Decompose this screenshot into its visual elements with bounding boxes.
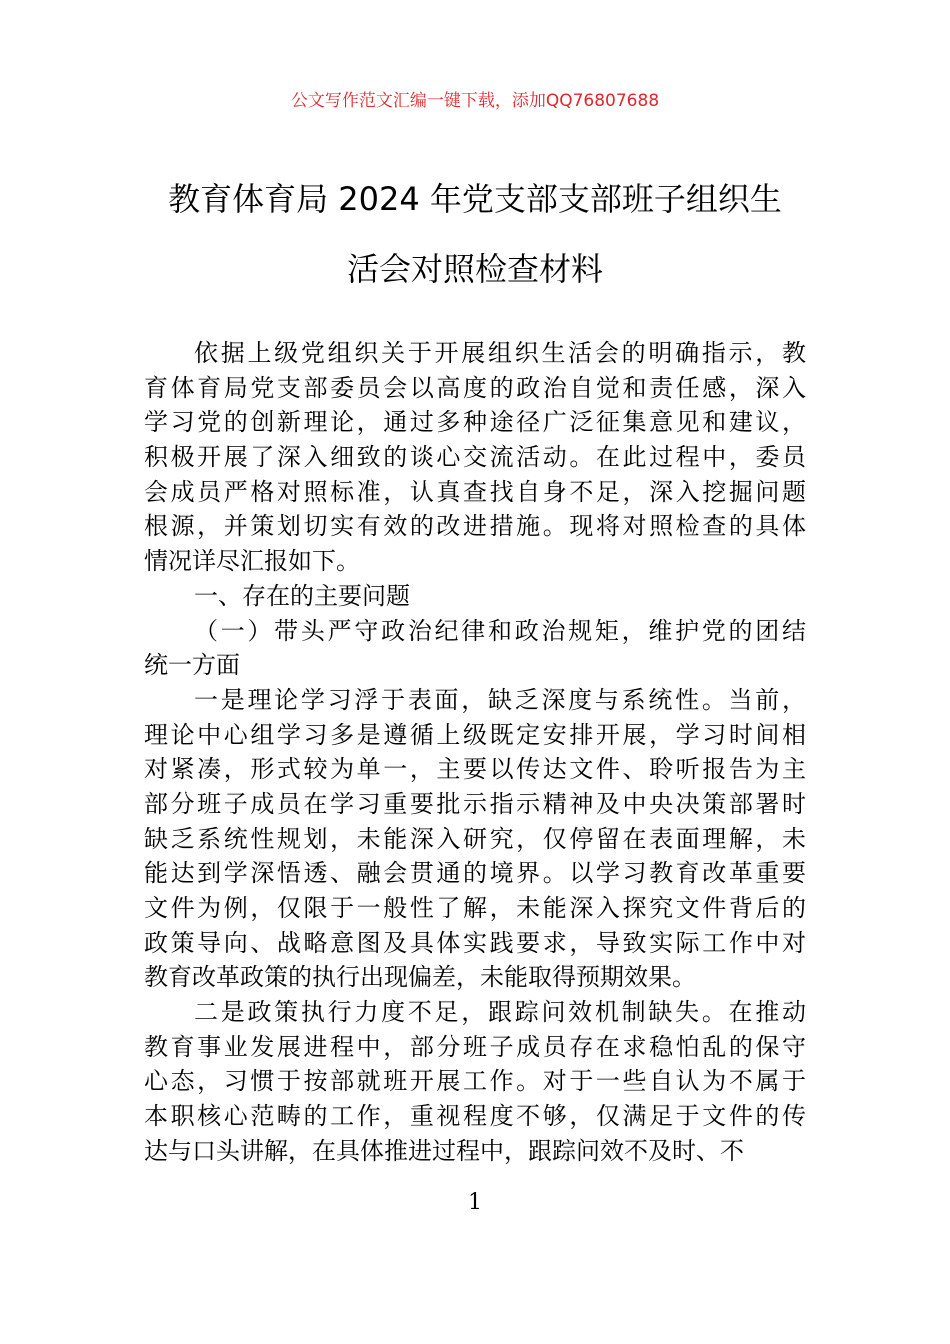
paragraph-line: 育体育局党支部委员会以高度的政治自觉和责任感，深入 [144,373,806,402]
document-body [144,336,806,1169]
paragraph-line: 部分班子成员在学习重要批示指示精神及中央决策部署时 [144,789,806,818]
paragraph-line: 依据上级党组织关于开展组织生活会的明确指示，教 [194,339,806,367]
paragraph-line: 学习党的创新理论，通过多种途径广泛征集意见和建议， [144,408,806,437]
paragraph-line: 一是理论学习浮于表面，缺乏深度与系统性。当前， [194,685,806,714]
paragraph-line: （一）带头严守政治纪律和政治规矩，维护党的团结 [194,616,806,645]
page-number: 1 [468,1190,482,1215]
paragraph-line: 二是政策执行力度不足，跟踪问效机制缺失。在推动 [194,998,806,1027]
paragraph-line: 教育改革政策的执行出现偏差，未能取得预期效果。 [144,963,696,992]
paragraph-line: 理论中心组学习多是遵循上级既定安排开展，学习时间相 [144,720,806,749]
paragraph-line: 政策导向、战略意图及具体实践要求，导致实际工作中对 [144,928,806,957]
paragraph-line: 教育事业发展进程中，部分班子成员存在求稳怕乱的保守 [144,1032,806,1061]
paragraph-line: 心态，习惯于按部就班开展工作。对于一些自认为不属于 [144,1067,806,1096]
paragraph-line: 会成员严格对照标准，认真查找自身不足，深入挖掘问题 [144,477,806,506]
paragraph-line: 达与口头讲解，在具体推进过程中，跟踪问效不及时、不 [144,1136,744,1165]
paragraph-line: 缺乏系统性规划，未能深入研究，仅停留在表面理解，未 [144,824,806,853]
paragraph-line: 能达到学深悟透、融会贯通的境界。以学习教育改革重要 [144,859,806,888]
paragraph-line: 统一方面 [144,651,240,680]
document-title-line-1: 教育体育局 2024 年党支部支部班子组织生 [168,180,782,218]
paragraph-line: 对紧凑，形式较为单一，主要以传达文件、聆听报告为主 [144,755,806,784]
paragraph-line: 一、存在的主要问题 [194,581,410,610]
document-title-line-2: 活会对照检查材料 [346,250,603,288]
paragraph-line: 积极开展了深入细致的谈心交流活动。在此过程中，委员 [144,443,806,472]
paragraph-line: 情况详尽汇报如下。 [144,547,360,576]
promo-banner: 公文写作范文汇编一键下载，添加QQ76807688 [290,91,660,111]
paragraph-line: 文件为例，仅限于一般性了解，未能深入探究文件背后的 [144,894,806,922]
paragraph-line: 本职核心范畴的工作，重视程度不够，仅满足于文件的传 [144,1102,806,1131]
paragraph-line: 根源，并策划切实有效的改进措施。现将对照检查的具体 [144,512,806,541]
